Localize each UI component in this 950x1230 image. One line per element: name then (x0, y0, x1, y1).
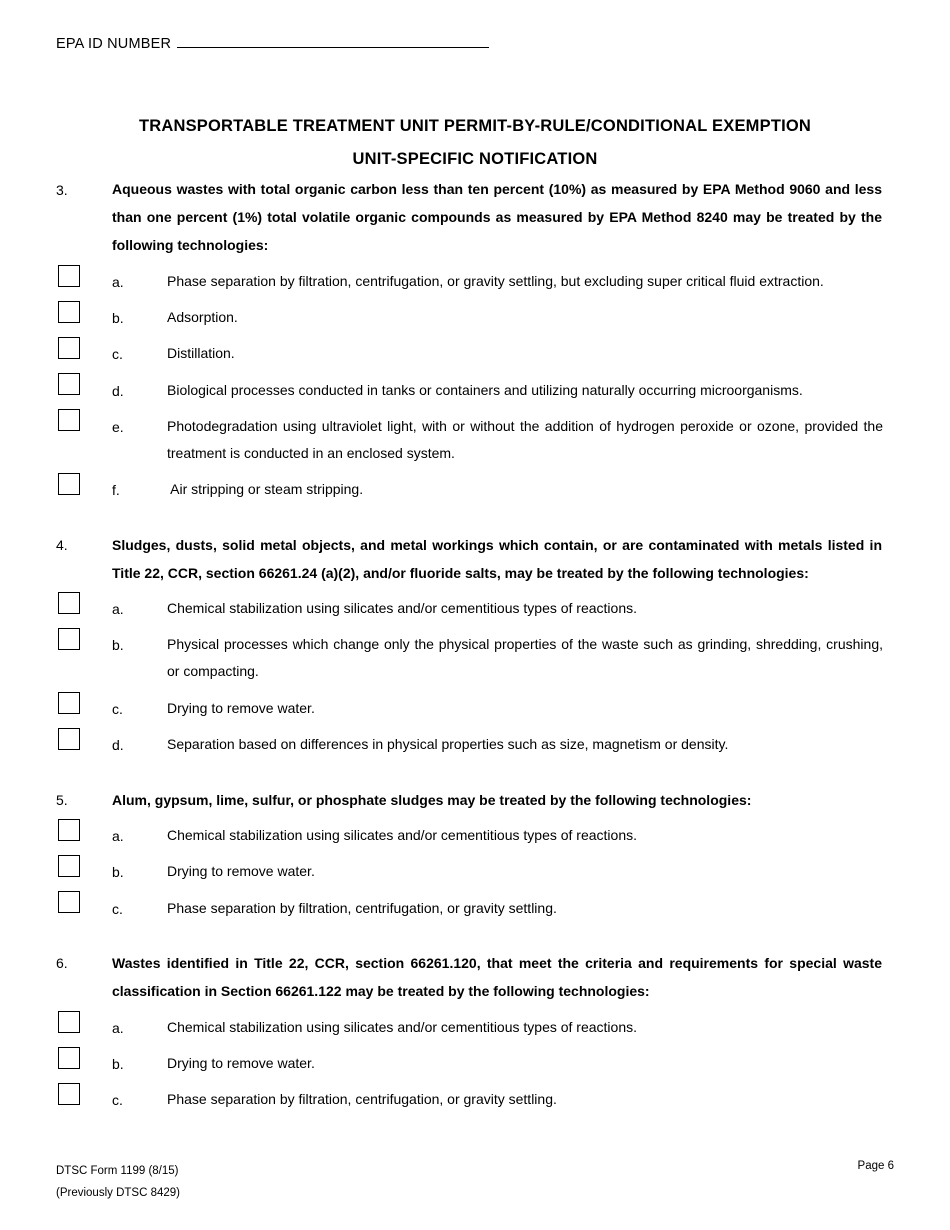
form-id: DTSC Form 1199 (8/15) (56, 1165, 179, 1177)
item-6b-letter: b. (112, 1056, 124, 1072)
item-3f-text: Air stripping or steam stripping. (167, 481, 364, 497)
form-title: TRANSPORTABLE TREATMENT UNIT PERMIT-BY-RULE/CONDITIONAL EXEMPTION (138, 117, 812, 135)
checkbox-3b[interactable] (58, 301, 80, 323)
section-5-text: Alum, gypsum, lime, sulfur, or phosphate sludges may be treated by the following technologies: (112, 792, 752, 808)
page-number: Page 6 (857, 1160, 894, 1172)
checkbox-4c[interactable] (58, 692, 80, 714)
section-4-number: 4. (56, 537, 68, 553)
item-4a-letter: a. (112, 601, 124, 617)
epa-id-field (56, 33, 489, 52)
item-4c-letter: c. (112, 701, 123, 717)
item-4d-letter: d. (112, 737, 124, 753)
item-4a-text: Chemical stabilization using silicates and/or cementitious types of reactions. (167, 600, 638, 616)
item-3d-letter: d. (112, 383, 124, 399)
checkbox-6a[interactable] (58, 1011, 80, 1033)
item-3a-text: Phase separation by filtration, centrifugation, or gravity settling, but excluding super critical fluid extraction. (167, 273, 824, 289)
item-4b-letter: b. (112, 637, 124, 653)
item-6a-letter: a. (112, 1020, 124, 1036)
item-6c-letter: c. (112, 1092, 123, 1108)
item-4c-text: Drying to remove water. (167, 700, 315, 716)
checkbox-4d[interactable] (58, 728, 80, 750)
item-3f-letter: f. (112, 482, 120, 498)
section-3-number: 3. (56, 182, 68, 198)
checkbox-3f[interactable] (58, 473, 80, 495)
section-4-text: Sludges, dusts, solid metal objects, and metal workings which contain, or are contaminated with metals listed in Title 22, CCR, section 66261.24 (a)(2), and/or fluoride salts, may be treated by the following technologies: (112, 537, 882, 581)
previous-form-id: (Previously DTSC 8429) (56, 1187, 180, 1199)
item-3c-text: Distillation. (167, 345, 235, 361)
checkbox-4a[interactable] (58, 592, 80, 614)
item-3b-letter: b. (112, 310, 124, 326)
item-6b-text: Drying to remove water. (167, 1055, 315, 1071)
checkbox-6b[interactable] (58, 1047, 80, 1069)
item-4b-text: Physical processes which change only the physical properties of the waste such as grinding, shredding, crushing, or compacting. (167, 636, 883, 679)
checkbox-5c[interactable] (58, 891, 80, 913)
checkbox-5a[interactable] (58, 819, 80, 841)
item-5b-letter: b. (112, 864, 124, 880)
item-6a-text: Chemical stabilization using silicates and/or cementitious types of reactions. (167, 1019, 638, 1035)
footer-form-info (56, 1160, 180, 1204)
item-3c-letter: c. (112, 346, 123, 362)
item-3e-text: Photodegradation using ultraviolet light, with or without the addition of hydrogen peroxide or ozone, provided the treatment is conducted in an enclosed system. (167, 418, 883, 461)
item-3a-letter: a. (112, 274, 124, 290)
checkbox-3a[interactable] (58, 265, 80, 287)
item-3e-letter: e. (112, 419, 124, 435)
item-5c-letter: c. (112, 901, 123, 917)
item-6c-text: Phase separation by filtration, centrifugation, or gravity settling. (167, 1091, 557, 1107)
section-5-number: 5. (56, 792, 68, 808)
item-4d-text: Separation based on differences in physical properties such as size, magnetism or density. (167, 736, 729, 752)
item-3d-text: Biological processes conducted in tanks or containers and utilizing naturally occurring microorganisms. (167, 382, 803, 398)
checkbox-4b[interactable] (58, 628, 80, 650)
section-6-number: 6. (56, 955, 68, 971)
epa-id-label: EPA ID NUMBER (56, 36, 172, 52)
item-5b-text: Drying to remove water. (167, 863, 315, 879)
checkbox-6c[interactable] (58, 1083, 80, 1105)
item-3b-text: Adsorption. (167, 309, 238, 325)
section-3-text: Aqueous wastes with total organic carbon less than ten percent (10%) as measured by EPA Method 9060 and less than one percent (1%) total volatile organic compounds as measured by EPA Method 8240 may be treated by the following technologies: (112, 181, 882, 253)
item-5a-letter: a. (112, 828, 124, 844)
checkbox-3c[interactable] (58, 337, 80, 359)
section-6-text: Wastes identified in Title 22, CCR, section 66261.120, that meet the criteria and requirements for special waste classification in Section 66261.122 may be treated by the following technologies: (112, 955, 882, 999)
item-5a-text: Chemical stabilization using silicates and/or cementitious types of reactions. (167, 827, 638, 843)
form-subtitle: UNIT-SPECIFIC NOTIFICATION (352, 150, 598, 168)
checkbox-3e[interactable] (58, 409, 80, 431)
item-5c-text: Phase separation by filtration, centrifugation, or gravity settling. (167, 900, 557, 916)
epa-id-input-line[interactable] (177, 33, 489, 48)
checkbox-3d[interactable] (58, 373, 80, 395)
checkbox-5b[interactable] (58, 855, 80, 877)
